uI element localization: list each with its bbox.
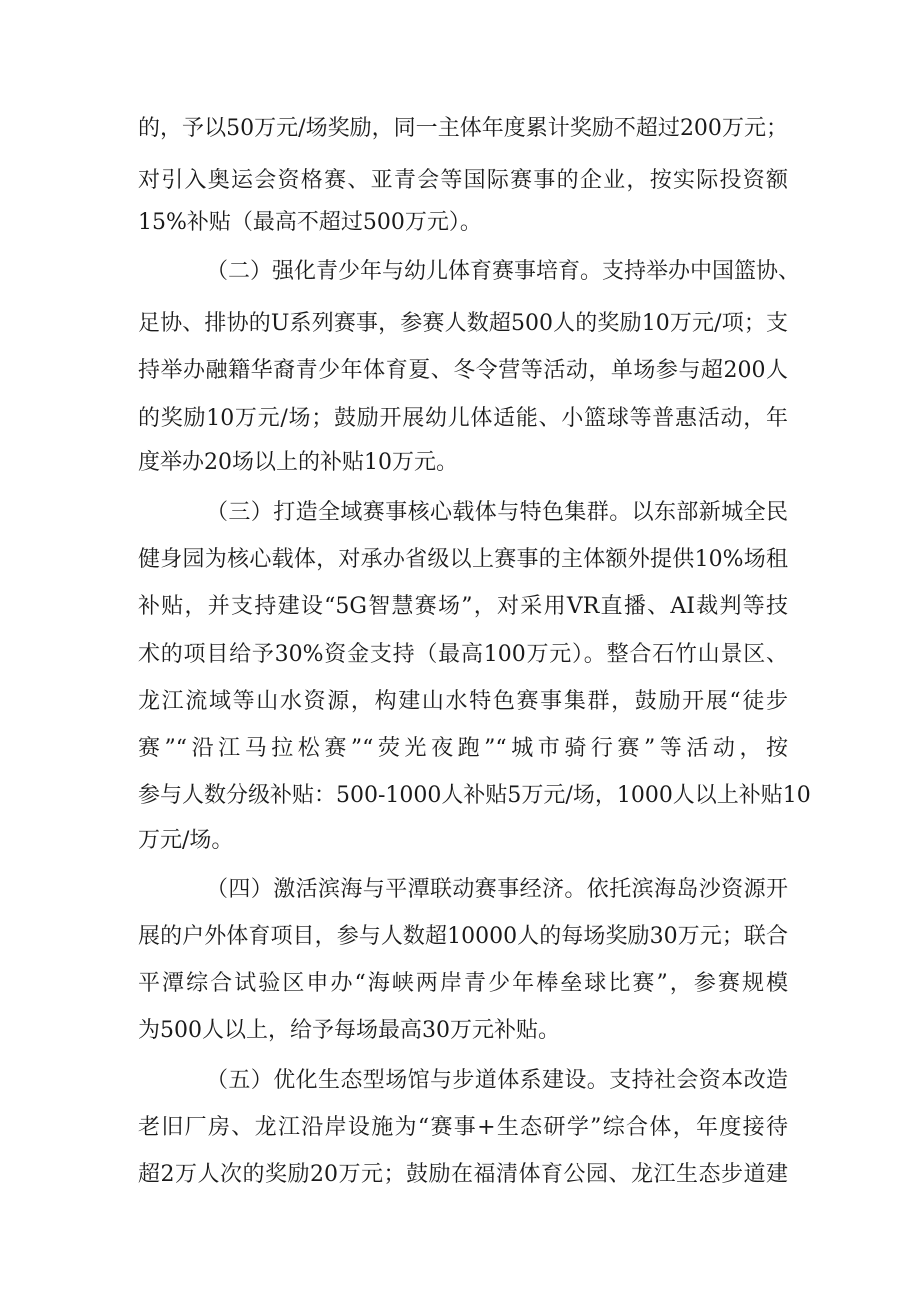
text-line: 龙江流域等山水资源，构建山水特色赛事集群，鼓励开展“徒步 (138, 689, 788, 714)
text-line: 度举办20场以上的补贴10万元。 (138, 450, 458, 475)
text-line: 对引入奥运会资格赛、亚青会等国际赛事的企业，按实际投资额 (138, 168, 788, 193)
text-line: 的，予以50万元/场奖励，同一主体年度累计奖励不超过200万元； (138, 116, 788, 141)
text-line: 赛”“沿江马拉松赛”“荧光夜跑”“城市骑行赛”等活动，按 (138, 736, 788, 761)
text-line: 超2万人次的奖励20万元；鼓励在福清体育公园、龙江生态步道建 (138, 1162, 788, 1187)
section-heading-line: （二）强化青少年与幼儿体育赛事培育。支持举办中国篮协、 (206, 259, 801, 284)
text-line: 平潭综合试验区申办“海峡两岸青少年棒垒球比赛”，参赛规模 (138, 971, 788, 996)
text-line: 持举办融籍华裔青少年体育夏、冬令营等活动，单场参与超200人 (138, 358, 788, 383)
text-line: 为500人以上，给予每场最高30万元补贴。 (138, 1018, 560, 1043)
text-line: 补贴，并支持建设“5G智慧赛场”，对采用VR直播、AI裁判等技 (138, 594, 788, 619)
text-line: 的奖励10万元/场；鼓励开展幼儿体适能、小篮球等普惠活动，年 (138, 406, 788, 431)
text-line: 健身园为核心载体，对承办省级以上赛事的主体额外提供10%场租 (138, 547, 788, 572)
section-heading-line: （四）激活滨海与平潭联动赛事经济。依托滨海岛沙资源开 (206, 877, 788, 902)
text-line: 参与人数分级补贴：500-1000人补贴5万元/场，1000人以上补贴10 (138, 783, 811, 808)
text-line: 展的户外体育项目，参与人数超10000人的每场奖励30万元；联合 (138, 924, 788, 949)
text-line: 足协、排协的U系列赛事，参赛人数超500人的奖励10万元/项；支 (138, 311, 788, 336)
section-heading-line: （五）优化生态型场馆与步道体系建设。支持社会资本改造 (206, 1068, 788, 1093)
text-line: 15%补贴（最高不超过500万元）。 (138, 210, 482, 235)
text-line: 术的项目给予30%资金支持（最高100万元）。整合石竹山景区、 (138, 642, 788, 667)
section-heading-line: （三）打造全域赛事核心载体与特色集群。以东部新城全民 (206, 500, 788, 525)
text-line: 老旧厂房、龙江沿岸设施为“赛事+生态研学”综合体，年度接待 (138, 1115, 788, 1140)
text-line: 万元/场。 (138, 828, 234, 853)
